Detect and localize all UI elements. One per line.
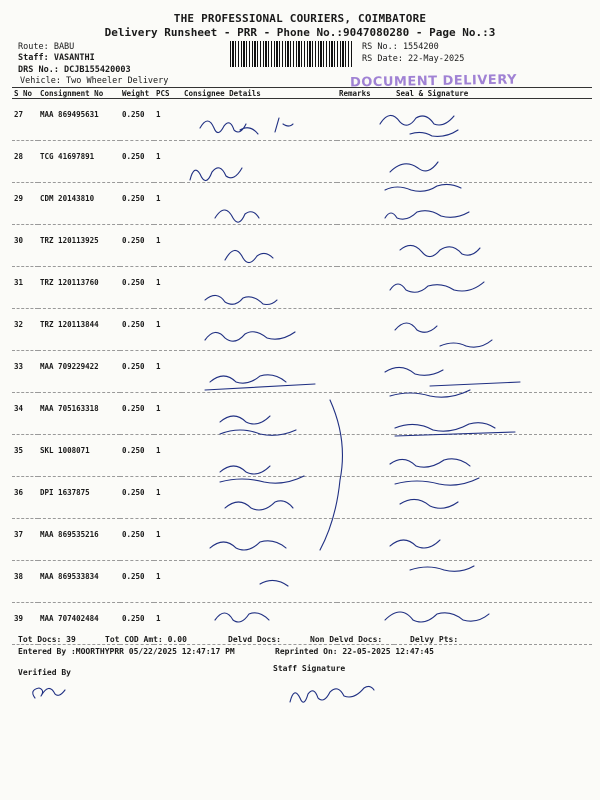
weight-cell: 0.250 (120, 393, 154, 435)
reprinted-on: Reprinted On: 22-05-2025 12:47:45 (275, 647, 434, 656)
signature-scribble (205, 332, 295, 341)
signature-scribble (220, 466, 304, 483)
weight-cell: 0.250 (120, 309, 154, 351)
rs-date: RS Date: 22-May-2025 (362, 54, 465, 64)
pcs-cell: 1 (154, 309, 182, 351)
pcs-cell: 1 (154, 225, 182, 267)
runsheet-subtitle: Delivery Runsheet - PRR - Phone No.:9047080280 - Page No.:3 (104, 26, 496, 39)
rs-number: RS No.: 1554200 (362, 42, 439, 52)
signature-scribble (215, 210, 259, 222)
sno-cell: 37 (12, 519, 38, 561)
column-header: Consignee Details (182, 88, 337, 99)
column-header: PCS (154, 88, 182, 99)
weight-cell: 0.250 (120, 351, 154, 393)
signature-scribble (215, 613, 269, 622)
verified-by-label: Verified By (18, 668, 71, 677)
signature-scribble (190, 168, 242, 181)
total-cod-amount: Tot COD Amt: 0.00 (105, 635, 187, 644)
sno-cell: 33 (12, 351, 38, 393)
pcs-cell: 1 (154, 477, 182, 519)
handwritten-signatures (180, 100, 580, 640)
sno-cell: 27 (12, 99, 38, 141)
signature-scribble (225, 501, 293, 510)
consignment-cell: MAA 869533834 (38, 561, 120, 603)
document-delivery-stamp: DOCUMENT DELIVERY (349, 72, 518, 91)
weight-cell: 0.250 (120, 477, 154, 519)
pcs-cell: 1 (154, 519, 182, 561)
weight-cell: 0.250 (120, 435, 154, 477)
non-delivered-docs: Non Delvd Docs: (310, 635, 383, 644)
table-header-row (12, 88, 592, 99)
total-docs: Tot Docs: 39 (18, 635, 76, 644)
consignment-cell: TRZ 120113760 (38, 267, 120, 309)
sno-cell: 32 (12, 309, 38, 351)
pcs-cell: 1 (154, 99, 182, 141)
signature-scribble (220, 400, 342, 550)
weight-cell: 0.250 (120, 267, 154, 309)
delivery-points: Delvy Pts: (410, 635, 459, 644)
pcs-cell: 1 (154, 603, 182, 645)
pcs-cell: 1 (154, 267, 182, 309)
signature-scribble (390, 459, 479, 485)
signature-scribble (385, 612, 489, 622)
consignment-cell: TRZ 120113844 (38, 309, 120, 351)
consignment-cell: CDM 20143810 (38, 183, 120, 225)
weight-cell: 0.250 (120, 519, 154, 561)
pcs-cell: 1 (154, 141, 182, 183)
column-header: Seal & Signature (394, 88, 592, 99)
sno-cell: 38 (12, 561, 38, 603)
signature-scribble (205, 375, 315, 390)
pcs-cell: 1 (154, 351, 182, 393)
pcs-cell: 1 (154, 561, 182, 603)
staff-label: Staff: VASANTHI (18, 53, 95, 63)
signature-scribble (200, 118, 293, 134)
sno-cell: 28 (12, 141, 38, 183)
staff-signature (285, 680, 395, 710)
weight-cell: 0.250 (120, 561, 154, 603)
consignment-cell: MAA 707402484 (38, 603, 120, 645)
consignment-cell: MAA 709229422 (38, 351, 120, 393)
signature-scribble (225, 250, 273, 262)
weight-cell: 0.250 (120, 225, 154, 267)
column-header: Weight (120, 88, 154, 99)
column-header: Consignment No (38, 88, 120, 99)
signature-scribble (380, 115, 458, 136)
sno-cell: 30 (12, 225, 38, 267)
pcs-cell: 1 (154, 435, 182, 477)
column-header: S No (12, 88, 38, 99)
sno-cell: 29 (12, 183, 38, 225)
signature-scribble (210, 541, 286, 550)
signature-scribble (390, 282, 484, 292)
consignment-cell: MAA 869535216 (38, 519, 120, 561)
pcs-cell: 1 (154, 393, 182, 435)
entered-by: Entered By :MOORTHYPRR 05/22/2025 12:47:17 PM (18, 647, 235, 656)
signature-scribble (400, 245, 480, 256)
staff-signature-label: Staff Signature (273, 664, 346, 673)
company-title: THE PROFESSIONAL COURIERS, COIMBATORE (173, 12, 427, 25)
sno-cell: 34 (12, 393, 38, 435)
consignment-cell: TCG 41697891 (38, 141, 120, 183)
consignment-cell: MAA 705163318 (38, 393, 120, 435)
signature-scribble (260, 580, 288, 586)
consignment-cell: MAA 869495631 (38, 99, 120, 141)
weight-cell: 0.250 (120, 183, 154, 225)
pcs-cell: 1 (154, 183, 182, 225)
weight-cell: 0.250 (120, 603, 154, 645)
sno-cell: 31 (12, 267, 38, 309)
weight-cell: 0.250 (120, 141, 154, 183)
signature-scribble (385, 367, 520, 397)
signature-scribble (390, 540, 474, 571)
verifier-signature (25, 678, 85, 708)
signature-scribble (205, 295, 277, 304)
drs-number: DRS No.: DCJB155420003 (18, 65, 131, 75)
sno-cell: 36 (12, 477, 38, 519)
signature-scribble (395, 323, 492, 347)
consignment-cell: SKL 1008071 (38, 435, 120, 477)
barcode (230, 41, 352, 67)
signature-scribble (400, 499, 458, 508)
consignment-cell: TRZ 120113925 (38, 225, 120, 267)
column-header: Remarks (337, 88, 394, 99)
signature-scribble (395, 423, 515, 436)
route-label: Route: BABU (18, 42, 75, 52)
weight-cell: 0.250 (120, 99, 154, 141)
sno-cell: 39 (12, 603, 38, 645)
delivered-docs: Delvd Docs: (228, 635, 281, 644)
vehicle-label: Vehicle: Two Wheeler Delivery (20, 76, 169, 86)
consignment-cell: DPI 1637875 (38, 477, 120, 519)
signature-scribble (385, 211, 469, 219)
sno-cell: 35 (12, 435, 38, 477)
signature-scribble (385, 162, 461, 191)
